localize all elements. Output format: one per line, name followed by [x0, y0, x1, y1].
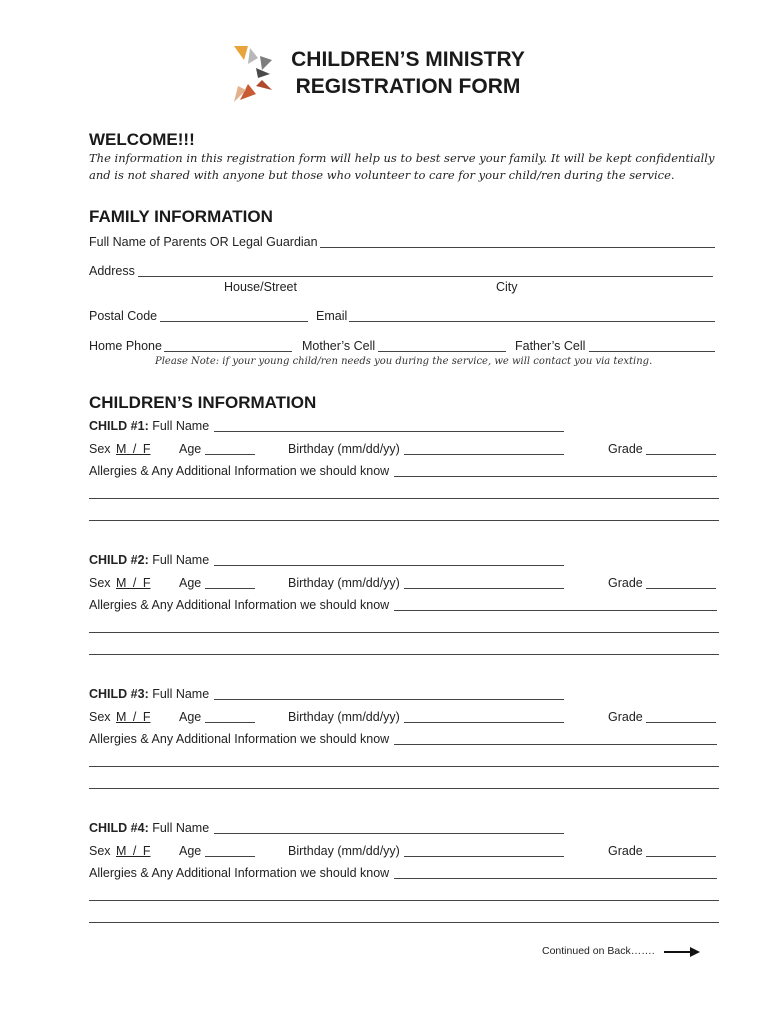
- child-full-name-text: Full Name: [152, 419, 210, 433]
- child-allergies-label: Allergies & Any Additional Information we should know: [89, 866, 390, 880]
- father-cell-label: Father’s Cell: [515, 339, 586, 353]
- city-label: City: [496, 280, 518, 294]
- address-field[interactable]: [138, 276, 713, 277]
- child-info-line-1[interactable]: [89, 900, 719, 901]
- child-sex-options[interactable]: M / F: [116, 844, 151, 858]
- address-label: Address: [89, 264, 135, 278]
- child-sex-label: Sex: [89, 576, 111, 590]
- form-title-line-2: REGISTRATION FORM: [295, 75, 521, 98]
- child-allergies-label: Allergies & Any Additional Information we should know: [89, 732, 390, 746]
- child-birthday-label: Birthday (mm/dd/yy): [288, 442, 400, 456]
- welcome-heading: WELCOME!!!: [89, 130, 195, 149]
- child-sex-options[interactable]: M / F: [116, 576, 151, 590]
- child-age-field[interactable]: [205, 722, 255, 723]
- child-info-line-1[interactable]: [89, 632, 719, 633]
- child-age-field[interactable]: [205, 856, 255, 857]
- child-age-label: Age: [179, 844, 202, 858]
- welcome-text-line-1: The information in this registration form will help us to best serve your family. It will be kept confidentially: [89, 151, 715, 165]
- child-allergies-label: Allergies & Any Additional Information we should know: [89, 598, 390, 612]
- parents-name-label: Full Name of Parents OR Legal Guardian: [89, 235, 318, 249]
- child-grade-label: Grade: [608, 844, 643, 858]
- child-grade-field[interactable]: [646, 454, 716, 455]
- child-birthday-label: Birthday (mm/dd/yy): [288, 710, 400, 724]
- welcome-text-line-2: and is not shared with anyone but those who volunteer to care for your child/ren during the service.: [89, 168, 675, 182]
- child-sex-options[interactable]: M / F: [116, 710, 151, 724]
- child-grade-label: Grade: [608, 442, 643, 456]
- child-number-label: CHILD #2:: [89, 553, 149, 567]
- texting-note: Please Note: if your young child/ren needs you during the service, we will contact you via texting.: [155, 356, 653, 367]
- child-full-name-field[interactable]: [214, 699, 564, 700]
- home-phone-field[interactable]: [164, 351, 292, 352]
- child-allergies-field[interactable]: [394, 476, 717, 477]
- child-full-name-label: [89, 687, 209, 701]
- child-birthday-label: Birthday (mm/dd/yy): [288, 576, 400, 590]
- child-age-label: Age: [179, 710, 202, 724]
- form-title-line-1: CHILDREN’S MINISTRY: [291, 48, 525, 71]
- child-allergies-field[interactable]: [394, 878, 717, 879]
- mother-cell-field[interactable]: [378, 351, 506, 352]
- postal-code-label: Postal Code: [89, 309, 158, 323]
- child-age-field[interactable]: [205, 454, 255, 455]
- child-full-name-text: Full Name: [152, 821, 210, 835]
- child-birthday-label: Birthday (mm/dd/yy): [288, 844, 400, 858]
- child-grade-field[interactable]: [646, 588, 716, 589]
- email-field[interactable]: [349, 321, 715, 322]
- right-arrow-icon: [664, 946, 700, 958]
- child-grade-label: Grade: [608, 710, 643, 724]
- child-grade-field[interactable]: [646, 856, 716, 857]
- child-allergies-label: Allergies & Any Additional Information we should know: [89, 464, 390, 478]
- child-full-name-label: [89, 419, 209, 433]
- child-full-name-label: [89, 553, 209, 567]
- child-sex-label: Sex: [89, 442, 111, 456]
- child-birthday-field[interactable]: [404, 722, 564, 723]
- child-sex-label: Sex: [89, 710, 111, 724]
- child-info-line-2[interactable]: [89, 788, 719, 789]
- mother-cell-label: Mother’s Cell: [302, 339, 376, 353]
- child-full-name-field[interactable]: [214, 833, 564, 834]
- children-info-heading: CHILDREN’S INFORMATION: [89, 393, 317, 412]
- home-phone-label: Home Phone: [89, 339, 162, 353]
- postal-code-field[interactable]: [160, 321, 308, 322]
- child-age-label: Age: [179, 442, 202, 456]
- father-cell-field[interactable]: [589, 351, 715, 352]
- family-info-heading: FAMILY INFORMATION: [89, 207, 273, 226]
- house-street-label: House/Street: [224, 280, 297, 294]
- child-birthday-field[interactable]: [404, 856, 564, 857]
- child-number-label: CHILD #1:: [89, 419, 149, 433]
- child-allergies-field[interactable]: [394, 744, 717, 745]
- child-sex-options[interactable]: M / F: [116, 442, 151, 456]
- child-birthday-field[interactable]: [404, 454, 564, 455]
- child-number-label: CHILD #4:: [89, 821, 149, 835]
- child-info-line-2[interactable]: [89, 654, 719, 655]
- child-age-field[interactable]: [205, 588, 255, 589]
- parents-name-field[interactable]: [320, 247, 715, 248]
- child-full-name-label: [89, 821, 209, 835]
- child-grade-field[interactable]: [646, 722, 716, 723]
- child-grade-label: Grade: [608, 576, 643, 590]
- child-info-line-1[interactable]: [89, 766, 719, 767]
- child-info-line-2[interactable]: [89, 922, 719, 923]
- child-age-label: Age: [179, 576, 202, 590]
- email-label: Email: [316, 309, 348, 323]
- child-full-name-field[interactable]: [214, 431, 564, 432]
- child-birthday-field[interactable]: [404, 588, 564, 589]
- child-info-line-2[interactable]: [89, 520, 719, 521]
- child-full-name-text: Full Name: [152, 687, 210, 701]
- child-info-line-1[interactable]: [89, 498, 719, 499]
- child-full-name-field[interactable]: [214, 565, 564, 566]
- child-number-label: CHILD #3:: [89, 687, 149, 701]
- child-sex-label: Sex: [89, 844, 111, 858]
- child-full-name-text: Full Name: [152, 553, 210, 567]
- continued-on-back-text: Continued on Back…….: [542, 945, 655, 957]
- child-allergies-field[interactable]: [394, 610, 717, 611]
